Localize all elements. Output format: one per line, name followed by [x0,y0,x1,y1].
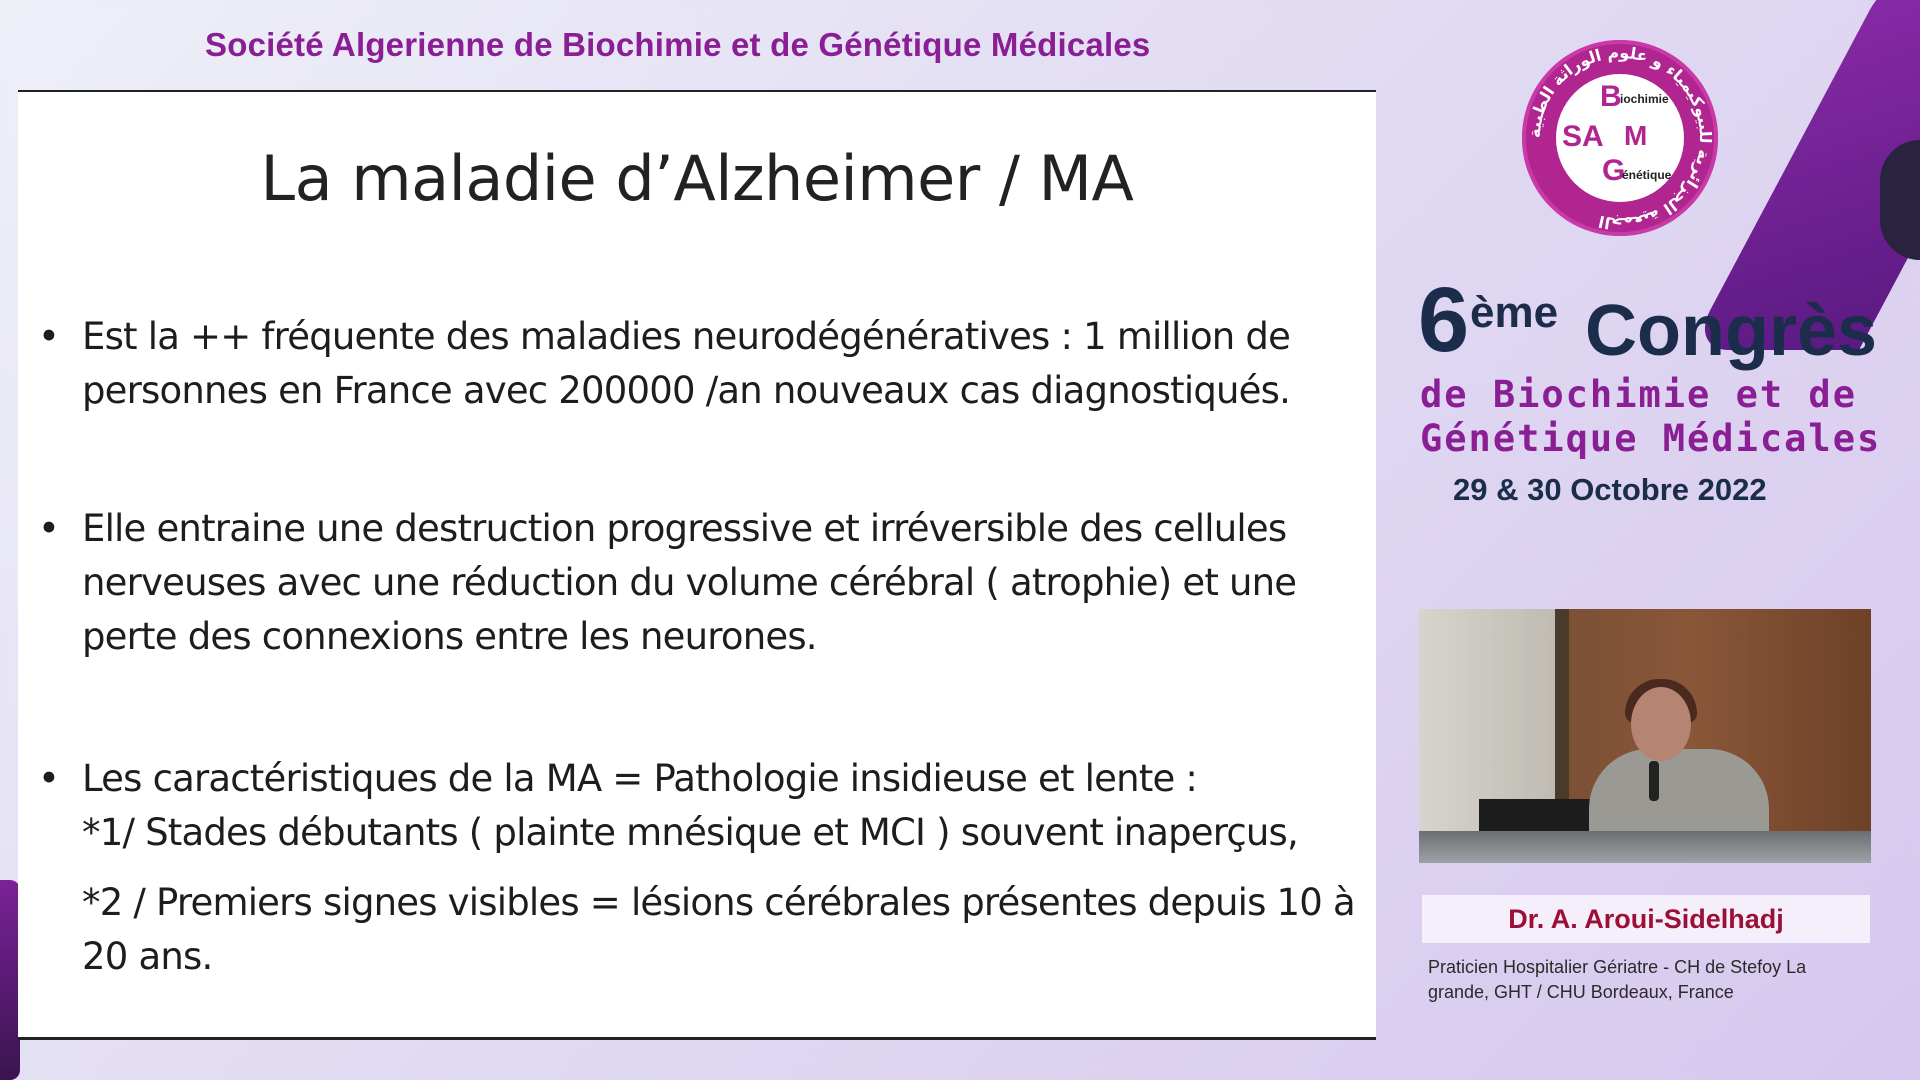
congress-number: 6 [1418,269,1470,371]
speaker-role: Praticien Hospitalier Gériatre - CH de Stefoy La grande, GHT / CHU Bordeaux, France [1428,957,1807,1002]
congress-title: Congrès [1585,291,1878,371]
logo-letters-sa: SA [1562,120,1604,153]
video-desk [1419,831,1871,863]
logo-letter-m: M [1624,120,1648,151]
decorative-shape-left [0,880,20,1080]
bullet-text: Elle entraine une destruction progressive et irréversible des cellules nerveuses avec une réduction du volume cérébral ( atrophie) et une perte des connexions entre les neurones. [82,507,1297,658]
speaker-name: Dr. A. Aroui-Sidelhadj [1422,895,1870,943]
logo-letter-g: G [1602,154,1626,187]
congress-subtitle-line-1: de Biochimie et de [1420,373,1857,416]
bullet-subline-2: *2 / Premiers signes visibles = lésions cérébrales présentes depuis 10 à 20 ans. [82,881,1355,978]
logo-letter-b: B [1600,80,1622,113]
slide-bullet-2 [38,502,1358,664]
slide-bullet-1 [38,310,1358,418]
bullet-subline-1: *1/ Stades débutants ( plainte mnésique et MCI ) souvent inaperçus, [82,811,1298,854]
congress-dates: 29 & 30 Octobre 2022 [1453,472,1767,507]
bullet-text: Les caractéristiques de la MA = Pathologie insidieuse et lente : [82,757,1198,800]
decorative-shape-right [1880,140,1920,260]
svg-text:الجمعية الجزائرية للبيوكيمياء: الجمعية الجزائرية للبيوكيمياء و علوم الوراثة الطبية [1524,42,1716,234]
video-speaker-head [1631,687,1691,761]
society-name: Société Algerienne de Biochimie et de Génétique Médicales [205,26,1151,63]
bullet-dot: • [38,757,60,800]
bullet-dot: • [38,507,60,550]
slide-title: La maladie d’Alzheimer / MA [260,142,1134,215]
bullet-dot: • [38,315,60,358]
logo-inner-circle [1556,74,1684,202]
bullet-text: Est la ++ fréquente des maladies neurodégénératives : 1 million de personnes en France avec 200000 /an nouveaux cas diagnostiqués. [82,315,1291,412]
congress-subtitle-line-2: Génétique Médicales [1420,417,1882,460]
speaker-video-feed [1419,609,1871,863]
congress-superscript: ème [1470,288,1559,337]
society-logo [1522,40,1718,236]
slide-bullet-3 [38,752,1358,984]
presentation-slide [18,90,1376,1040]
logo-word-biochimie: iochimie [1620,92,1669,106]
logo-word-genetique: énétique [1622,168,1672,182]
microphone-icon [1649,761,1659,801]
